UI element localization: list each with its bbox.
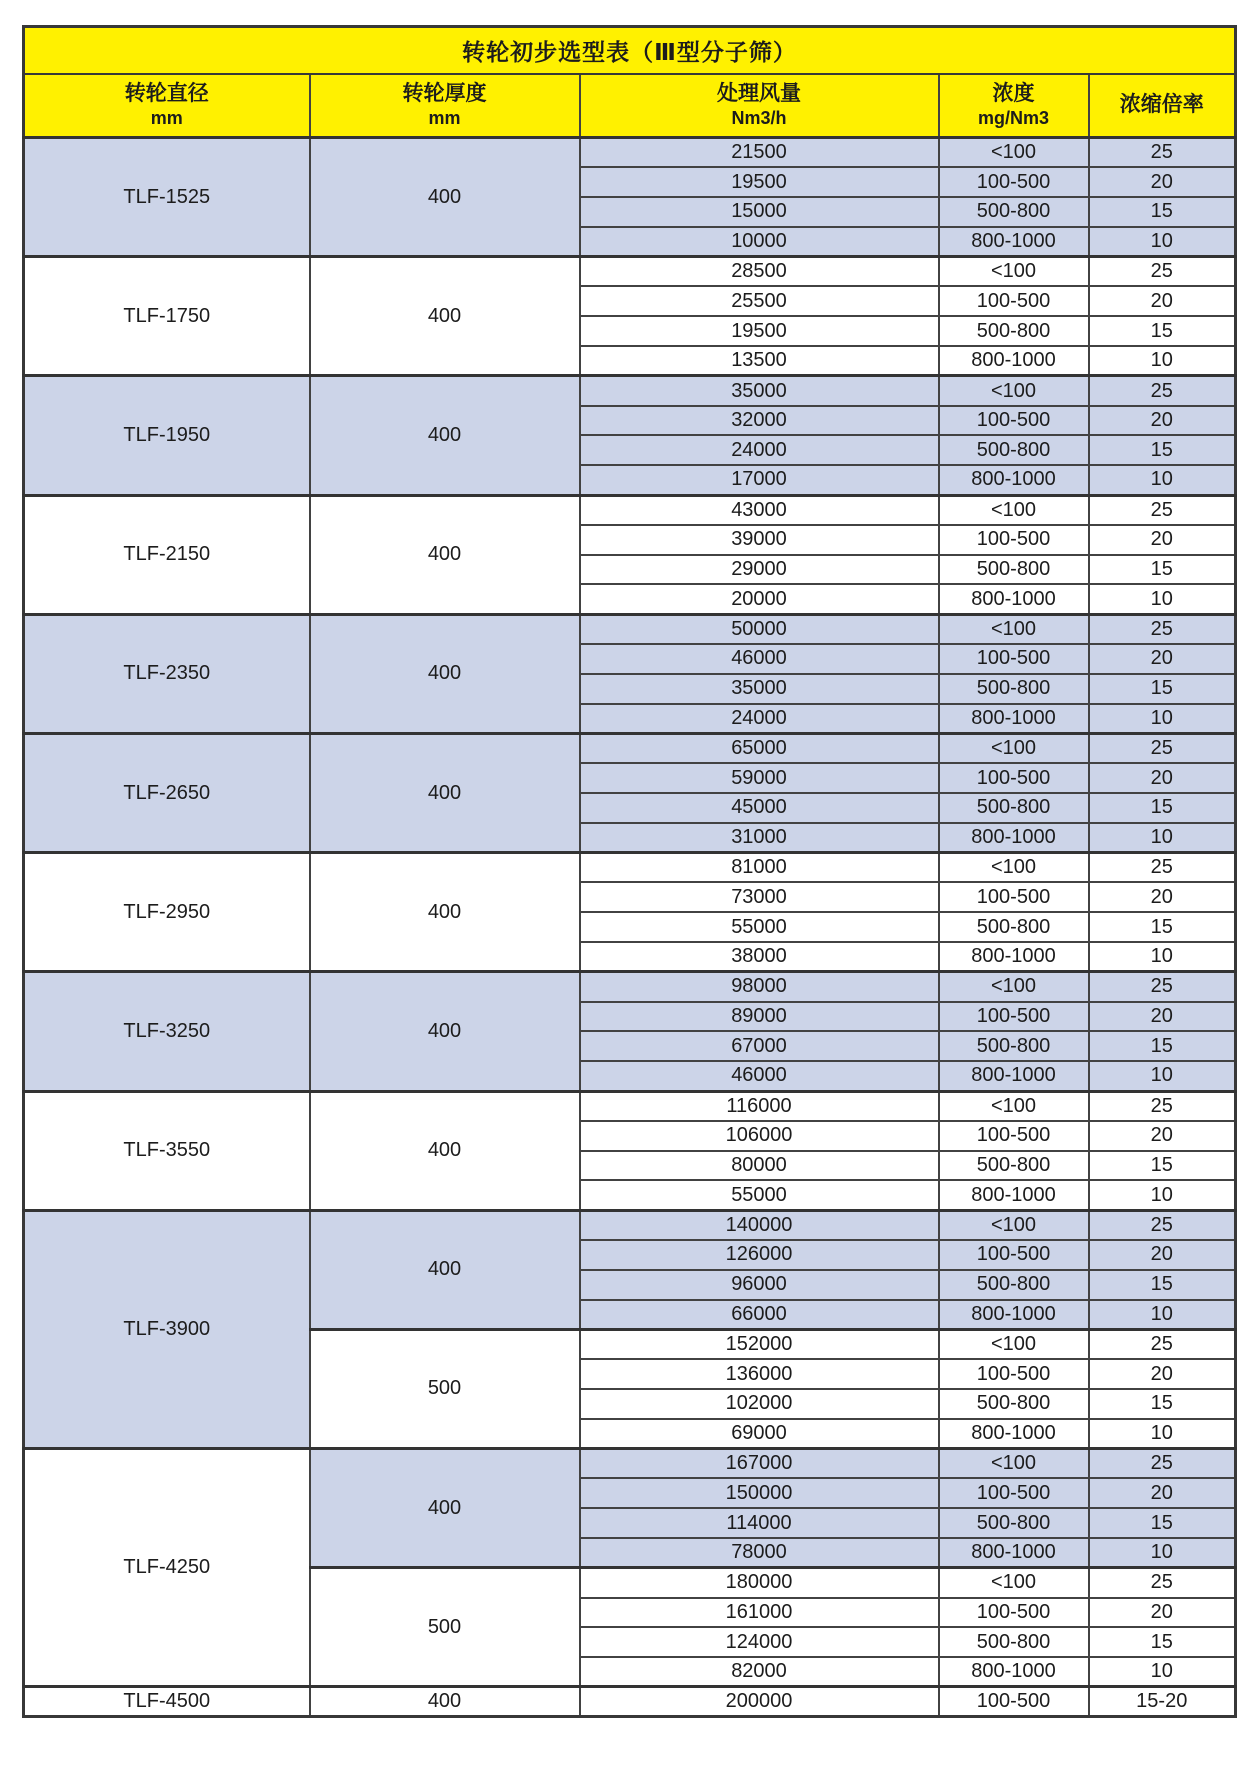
ratio-cell: 20	[1089, 1240, 1236, 1270]
concentration-cell: <100	[939, 376, 1089, 406]
ratio-cell: 15	[1089, 1031, 1236, 1061]
model-cell: TLF-1525	[24, 138, 310, 257]
header-ratio	[1089, 74, 1236, 138]
ratio-cell: 10	[1089, 1657, 1236, 1687]
ratio-cell: 20	[1089, 406, 1236, 436]
concentration-cell: 100-500	[939, 286, 1089, 316]
ratio-cell: 25	[1089, 853, 1236, 883]
concentration-cell: <100	[939, 853, 1089, 883]
concentration-cell: 100-500	[939, 525, 1089, 555]
ratio-cell: 10	[1089, 1419, 1236, 1449]
ratio-cell: 15	[1089, 1151, 1236, 1181]
airflow-cell: 38000	[580, 942, 939, 972]
concentration-cell: 500-800	[939, 1627, 1089, 1657]
ratio-cell: 10	[1089, 465, 1236, 495]
model-cell: TLF-4500	[24, 1687, 310, 1717]
header-concentration-label: 浓度	[992, 82, 1035, 106]
airflow-cell: 66000	[580, 1300, 939, 1330]
ratio-cell: 15	[1089, 912, 1236, 942]
airflow-cell: 55000	[580, 912, 939, 942]
thickness-cell: 400	[310, 1449, 580, 1568]
airflow-cell: 15000	[580, 197, 939, 227]
concentration-cell: 100-500	[939, 1121, 1089, 1151]
ratio-cell: 25	[1089, 733, 1236, 763]
concentration-cell: 100-500	[939, 1687, 1089, 1717]
airflow-cell: 89000	[580, 1002, 939, 1032]
ratio-cell: 20	[1089, 286, 1236, 316]
concentration-cell: 800-1000	[939, 1419, 1089, 1449]
ratio-cell: 15	[1089, 674, 1236, 704]
airflow-cell: 116000	[580, 1091, 939, 1121]
concentration-cell: 800-1000	[939, 1061, 1089, 1091]
model-cell: TLF-1950	[24, 376, 310, 495]
thickness-cell: 400	[310, 614, 580, 733]
airflow-cell: 78000	[580, 1538, 939, 1568]
header-diameter-unit: mm	[150, 108, 183, 129]
concentration-cell: 100-500	[939, 1240, 1089, 1270]
concentration-cell: 500-800	[939, 555, 1089, 585]
header-thickness-unit: mm	[428, 108, 461, 129]
airflow-cell: 10000	[580, 227, 939, 257]
ratio-cell: 20	[1089, 1002, 1236, 1032]
ratio-cell: 25	[1089, 1568, 1236, 1598]
ratio-cell: 10	[1089, 942, 1236, 972]
model-cell: TLF-4250	[24, 1449, 310, 1687]
concentration-cell: <100	[939, 1329, 1089, 1359]
ratio-cell: 20	[1089, 167, 1236, 197]
airflow-cell: 13500	[580, 346, 939, 376]
concentration-cell: 500-800	[939, 1031, 1089, 1061]
concentration-cell: <100	[939, 138, 1089, 168]
ratio-cell: 25	[1089, 138, 1236, 168]
header-airflow-label: 处理风量	[717, 82, 801, 106]
concentration-cell: 800-1000	[939, 1657, 1089, 1687]
concentration-cell: 800-1000	[939, 1300, 1089, 1330]
header-ratio-label: 浓缩倍率	[1119, 93, 1204, 117]
concentration-cell: <100	[939, 1568, 1089, 1598]
table-row	[24, 495, 1236, 525]
concentration-cell: <100	[939, 1449, 1089, 1479]
table-body	[24, 138, 1236, 1717]
concentration-cell: 800-1000	[939, 823, 1089, 853]
airflow-cell: 200000	[580, 1687, 939, 1717]
header-concentration-unit: mg/Nm3	[977, 108, 1049, 129]
airflow-cell: 140000	[580, 1210, 939, 1240]
table-row	[24, 1687, 1236, 1717]
ratio-cell: 20	[1089, 525, 1236, 555]
table-row	[24, 376, 1236, 406]
airflow-cell: 167000	[580, 1449, 939, 1479]
airflow-cell: 35000	[580, 376, 939, 406]
thickness-cell: 400	[310, 257, 580, 376]
table-row	[24, 257, 1236, 287]
airflow-cell: 29000	[580, 555, 939, 585]
airflow-cell: 28500	[580, 257, 939, 287]
airflow-cell: 43000	[580, 495, 939, 525]
concentration-cell: 500-800	[939, 1270, 1089, 1300]
concentration-cell: 100-500	[939, 406, 1089, 436]
thickness-cell: 400	[310, 853, 580, 972]
model-cell: TLF-3250	[24, 972, 310, 1091]
airflow-cell: 45000	[580, 793, 939, 823]
airflow-cell: 73000	[580, 882, 939, 912]
airflow-cell: 80000	[580, 1151, 939, 1181]
airflow-cell: 19500	[580, 316, 939, 346]
header-diameter-label: 转轮直径	[124, 82, 209, 106]
concentration-cell: <100	[939, 1210, 1089, 1240]
ratio-cell: 25	[1089, 1091, 1236, 1121]
ratio-cell: 15	[1089, 435, 1236, 465]
ratio-cell: 15	[1089, 555, 1236, 585]
header-thickness	[310, 74, 580, 138]
ratio-cell: 10	[1089, 584, 1236, 614]
ratio-cell: 10	[1089, 1538, 1236, 1568]
table-row	[24, 138, 1236, 168]
thickness-cell: 500	[310, 1329, 580, 1448]
concentration-cell: 800-1000	[939, 465, 1089, 495]
airflow-cell: 96000	[580, 1270, 939, 1300]
ratio-cell: 20	[1089, 1359, 1236, 1389]
airflow-cell: 161000	[580, 1598, 939, 1628]
concentration-cell: <100	[939, 1091, 1089, 1121]
header-concentration	[939, 74, 1089, 138]
header-airflow	[580, 74, 939, 138]
ratio-cell: 20	[1089, 644, 1236, 674]
concentration-cell: <100	[939, 733, 1089, 763]
thickness-cell: 400	[310, 1091, 580, 1210]
table-title-row	[24, 27, 1236, 74]
ratio-cell: 10	[1089, 1180, 1236, 1210]
thickness-cell: 400	[310, 138, 580, 257]
airflow-cell: 114000	[580, 1508, 939, 1538]
airflow-cell: 21500	[580, 138, 939, 168]
table-row	[24, 853, 1236, 883]
concentration-cell: <100	[939, 257, 1089, 287]
thickness-cell: 400	[310, 376, 580, 495]
airflow-cell: 46000	[580, 1061, 939, 1091]
airflow-cell: 124000	[580, 1627, 939, 1657]
concentration-cell: <100	[939, 972, 1089, 1002]
table-title: 转轮初步选型表（Ⅲ型分子筛）	[24, 27, 1236, 74]
airflow-cell: 98000	[580, 972, 939, 1002]
airflow-cell: 152000	[580, 1329, 939, 1359]
concentration-cell: <100	[939, 495, 1089, 525]
airflow-cell: 67000	[580, 1031, 939, 1061]
model-cell: TLF-1750	[24, 257, 310, 376]
airflow-cell: 25500	[580, 286, 939, 316]
concentration-cell: 100-500	[939, 167, 1089, 197]
thickness-cell: 400	[310, 1210, 580, 1329]
airflow-cell: 39000	[580, 525, 939, 555]
concentration-cell: 500-800	[939, 435, 1089, 465]
airflow-cell: 136000	[580, 1359, 939, 1389]
airflow-cell: 102000	[580, 1389, 939, 1419]
concentration-cell: 500-800	[939, 912, 1089, 942]
airflow-cell: 24000	[580, 704, 939, 734]
model-cell: TLF-3550	[24, 1091, 310, 1210]
ratio-cell: 15	[1089, 316, 1236, 346]
ratio-cell: 10	[1089, 1300, 1236, 1330]
concentration-cell: 100-500	[939, 1598, 1089, 1628]
ratio-cell: 25	[1089, 972, 1236, 1002]
model-cell: TLF-2950	[24, 853, 310, 972]
concentration-cell: 100-500	[939, 882, 1089, 912]
table-row	[24, 1210, 1236, 1240]
ratio-cell: 25	[1089, 614, 1236, 644]
concentration-cell: 100-500	[939, 644, 1089, 674]
concentration-cell: 500-800	[939, 1151, 1089, 1181]
airflow-cell: 31000	[580, 823, 939, 853]
concentration-cell: 500-800	[939, 197, 1089, 227]
ratio-cell: 25	[1089, 376, 1236, 406]
ratio-cell: 10	[1089, 823, 1236, 853]
airflow-cell: 65000	[580, 733, 939, 763]
selection-table	[22, 25, 1237, 1718]
thickness-cell: 400	[310, 972, 580, 1091]
concentration-cell: 100-500	[939, 1478, 1089, 1508]
airflow-cell: 106000	[580, 1121, 939, 1151]
header-thickness-label: 转轮厚度	[402, 82, 487, 106]
concentration-cell: 800-1000	[939, 227, 1089, 257]
ratio-cell: 20	[1089, 763, 1236, 793]
concentration-cell: 500-800	[939, 674, 1089, 704]
concentration-cell: 500-800	[939, 1508, 1089, 1538]
thickness-cell: 400	[310, 733, 580, 852]
airflow-cell: 35000	[580, 674, 939, 704]
airflow-cell: 82000	[580, 1657, 939, 1687]
concentration-cell: 500-800	[939, 316, 1089, 346]
header-diameter	[24, 74, 310, 138]
concentration-cell: <100	[939, 614, 1089, 644]
thickness-cell: 500	[310, 1568, 580, 1687]
header-airflow-unit: Nm3/h	[731, 108, 787, 129]
ratio-cell: 20	[1089, 882, 1236, 912]
ratio-cell: 15	[1089, 1389, 1236, 1419]
concentration-cell: 500-800	[939, 793, 1089, 823]
concentration-cell: 100-500	[939, 1002, 1089, 1032]
concentration-cell: 800-1000	[939, 1538, 1089, 1568]
airflow-cell: 20000	[580, 584, 939, 614]
table-row	[24, 972, 1236, 1002]
airflow-cell: 69000	[580, 1419, 939, 1449]
ratio-cell: 25	[1089, 1449, 1236, 1479]
thickness-cell: 400	[310, 495, 580, 614]
concentration-cell: 500-800	[939, 1389, 1089, 1419]
table-row	[24, 1091, 1236, 1121]
airflow-cell: 17000	[580, 465, 939, 495]
concentration-cell: 800-1000	[939, 704, 1089, 734]
concentration-cell: 800-1000	[939, 584, 1089, 614]
ratio-cell: 10	[1089, 704, 1236, 734]
model-cell: TLF-2350	[24, 614, 310, 733]
thickness-cell: 400	[310, 1687, 580, 1717]
airflow-cell: 59000	[580, 763, 939, 793]
ratio-cell: 20	[1089, 1598, 1236, 1628]
ratio-cell: 20	[1089, 1478, 1236, 1508]
ratio-cell: 25	[1089, 1329, 1236, 1359]
airflow-cell: 81000	[580, 853, 939, 883]
airflow-cell: 126000	[580, 1240, 939, 1270]
airflow-cell: 46000	[580, 644, 939, 674]
ratio-cell: 10	[1089, 227, 1236, 257]
ratio-cell: 15	[1089, 1627, 1236, 1657]
table-row	[24, 1449, 1236, 1479]
concentration-cell: 800-1000	[939, 346, 1089, 376]
ratio-cell: 15	[1089, 793, 1236, 823]
ratio-cell: 10	[1089, 1061, 1236, 1091]
ratio-cell: 25	[1089, 495, 1236, 525]
concentration-cell: 800-1000	[939, 1180, 1089, 1210]
airflow-cell: 50000	[580, 614, 939, 644]
table-row	[24, 614, 1236, 644]
concentration-cell: 100-500	[939, 763, 1089, 793]
airflow-cell: 19500	[580, 167, 939, 197]
model-cell: TLF-2150	[24, 495, 310, 614]
airflow-cell: 32000	[580, 406, 939, 436]
ratio-cell: 15	[1089, 197, 1236, 227]
concentration-cell: 100-500	[939, 1359, 1089, 1389]
ratio-cell: 10	[1089, 346, 1236, 376]
ratio-cell: 15	[1089, 1508, 1236, 1538]
ratio-cell: 20	[1089, 1121, 1236, 1151]
airflow-cell: 24000	[580, 435, 939, 465]
model-cell: TLF-2650	[24, 733, 310, 852]
ratio-cell: 15-20	[1089, 1687, 1236, 1717]
airflow-cell: 55000	[580, 1180, 939, 1210]
model-cell: TLF-3900	[24, 1210, 310, 1448]
table-row	[24, 733, 1236, 763]
table-header-row	[24, 74, 1236, 138]
ratio-cell: 25	[1089, 257, 1236, 287]
ratio-cell: 25	[1089, 1210, 1236, 1240]
concentration-cell: 800-1000	[939, 942, 1089, 972]
ratio-cell: 15	[1089, 1270, 1236, 1300]
airflow-cell: 150000	[580, 1478, 939, 1508]
airflow-cell: 180000	[580, 1568, 939, 1598]
